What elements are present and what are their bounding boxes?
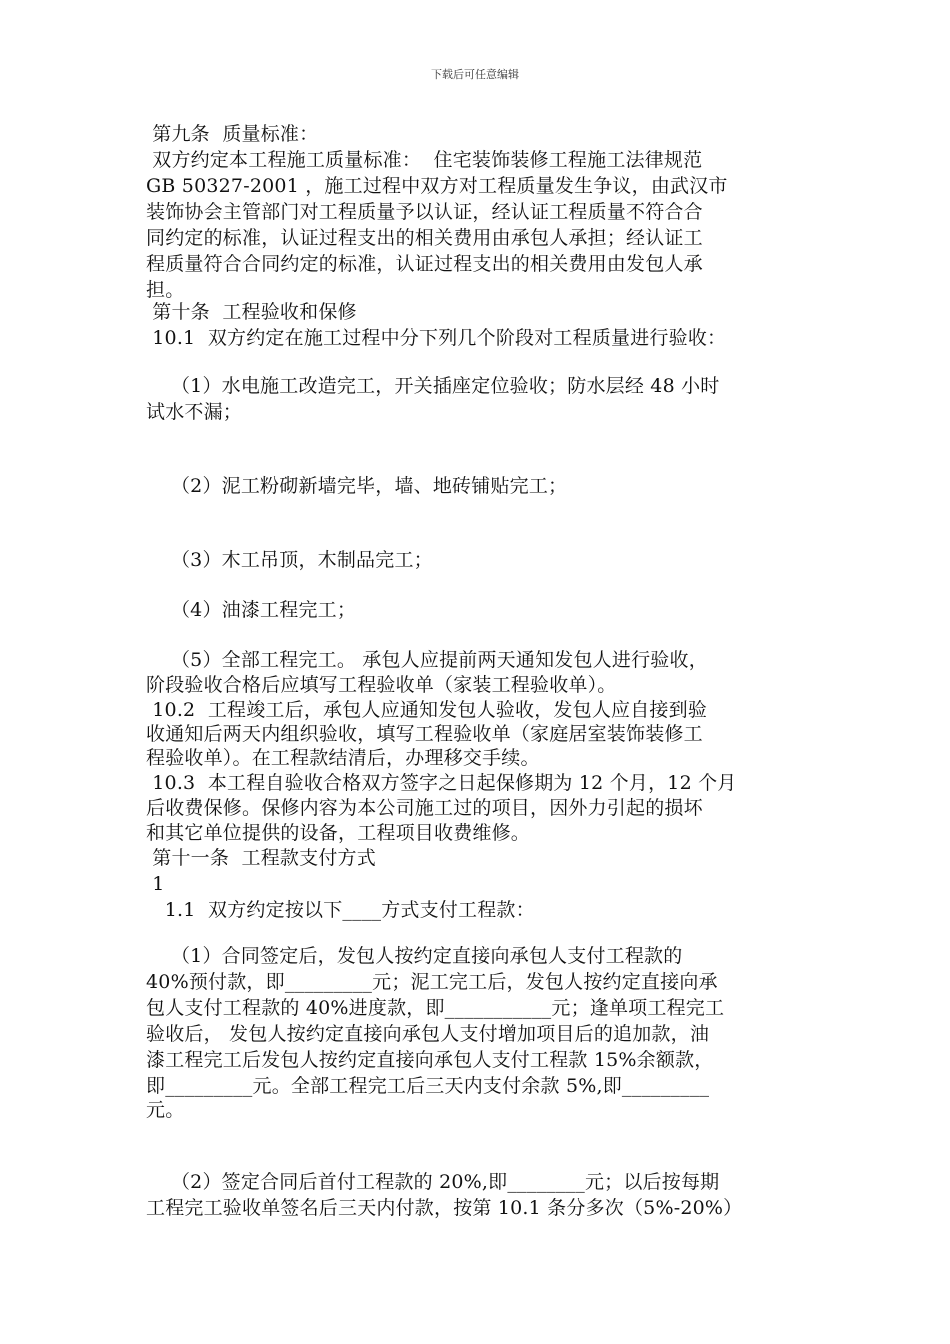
text-line: 双方约定本工程施工质量标准： 住宅装饰装修工程施工法律规范 (146, 149, 703, 171)
text-line: 程质量符合合同约定的标准，认证过程支出的相关费用由发包人承 (146, 253, 703, 275)
text-line: 10.1 双方约定在施工过程中分下列几个阶段对工程质量进行验收： (146, 327, 727, 349)
text-line: 漆工程完工后发包人按约定直接向承包人支付工程款 15%余额款， (146, 1049, 714, 1071)
text-line: 阶段验收合格后应填写工程验收单（家装工程验收单）。 (146, 674, 617, 696)
text-line: （1）合同签定后，发包人按约定直接向承包人支付工程款的 (146, 945, 683, 967)
text-line: 收通知后两天内组织验收，填写工程验收单（家庭居室装饰装修工 (146, 723, 703, 745)
text-line: 工程完工验收单签名后三天内付款，按第 10.1 条分多次（5%-20%） (146, 1197, 743, 1219)
text-line: 第十一条 工程款支付方式 (146, 847, 376, 869)
text-line: （5）全部工程完工。 承包人应提前两天通知发包人进行验收， (146, 649, 708, 671)
text-line: 第十条 工程验收和保修 (146, 301, 357, 323)
text-line: （1）水电施工改造完工，开关插座定位验收；防水层经 48 小时 (146, 375, 720, 397)
text-line: （4）油漆工程完工； (146, 599, 357, 621)
text-line: 验收后， 发包人按约定直接向承包人支付增加项目后的追加款，油 (146, 1023, 710, 1045)
text-line: 同约定的标准，认证过程支出的相关费用由承包人承担；经认证工 (146, 227, 703, 249)
text-line: 担。 (146, 279, 185, 301)
text-line: 试水不漏； (146, 401, 243, 423)
text-line: 40%预付款，即_________元；泥工完工后，发包人按约定直接向承 (146, 971, 718, 993)
text-line: 1.1 双方约定按以下____方式支付工程款： (146, 899, 535, 921)
text-line: 后收费保修。保修内容为本公司施工过的项目，因外力引起的损坏 (146, 797, 703, 819)
text-line: 元。 (146, 1099, 185, 1121)
text-line: 第九条 质量标准： (146, 123, 319, 145)
text-line: 1 (146, 873, 165, 895)
text-line: 即_________元。全部工程完工后三天内支付余款 5%,即_________ (146, 1075, 710, 1097)
text-line: 和其它单位提供的设备，工程项目收费维修。 (146, 822, 531, 844)
text-line: （3）木工吊顶，木制品完工； (146, 549, 433, 571)
text-line: 程验收单）。在工程款结清后，办理移交手续。 (146, 747, 540, 769)
text-line: （2）签定合同后首付工程款的 20%,即________元；以后按每期 (146, 1171, 720, 1193)
text-line: 10.3 本工程自验收合格双方签字之日起保修期为 12 个月，12 个月 (146, 772, 737, 794)
text-line: （2）泥工粉砌新墙完毕，墙、地砖铺贴完工； (146, 475, 568, 497)
text-line: 装饰协会主管部门对工程质量予以认证，经认证工程质量不符合合 (146, 201, 703, 223)
text-line: GB 50327-2001 ，施工过程中双方对工程质量发生争议，由武汉市 (146, 175, 728, 197)
page-header: 下载后可任意编辑 (431, 68, 519, 81)
text-line: 10.2 工程竣工后，承包人应通知发包人验收，发包人应自接到验 (146, 699, 708, 721)
text-line: 包人支付工程款的 40%进度款，即___________元；逢单项工程完工 (146, 997, 725, 1019)
